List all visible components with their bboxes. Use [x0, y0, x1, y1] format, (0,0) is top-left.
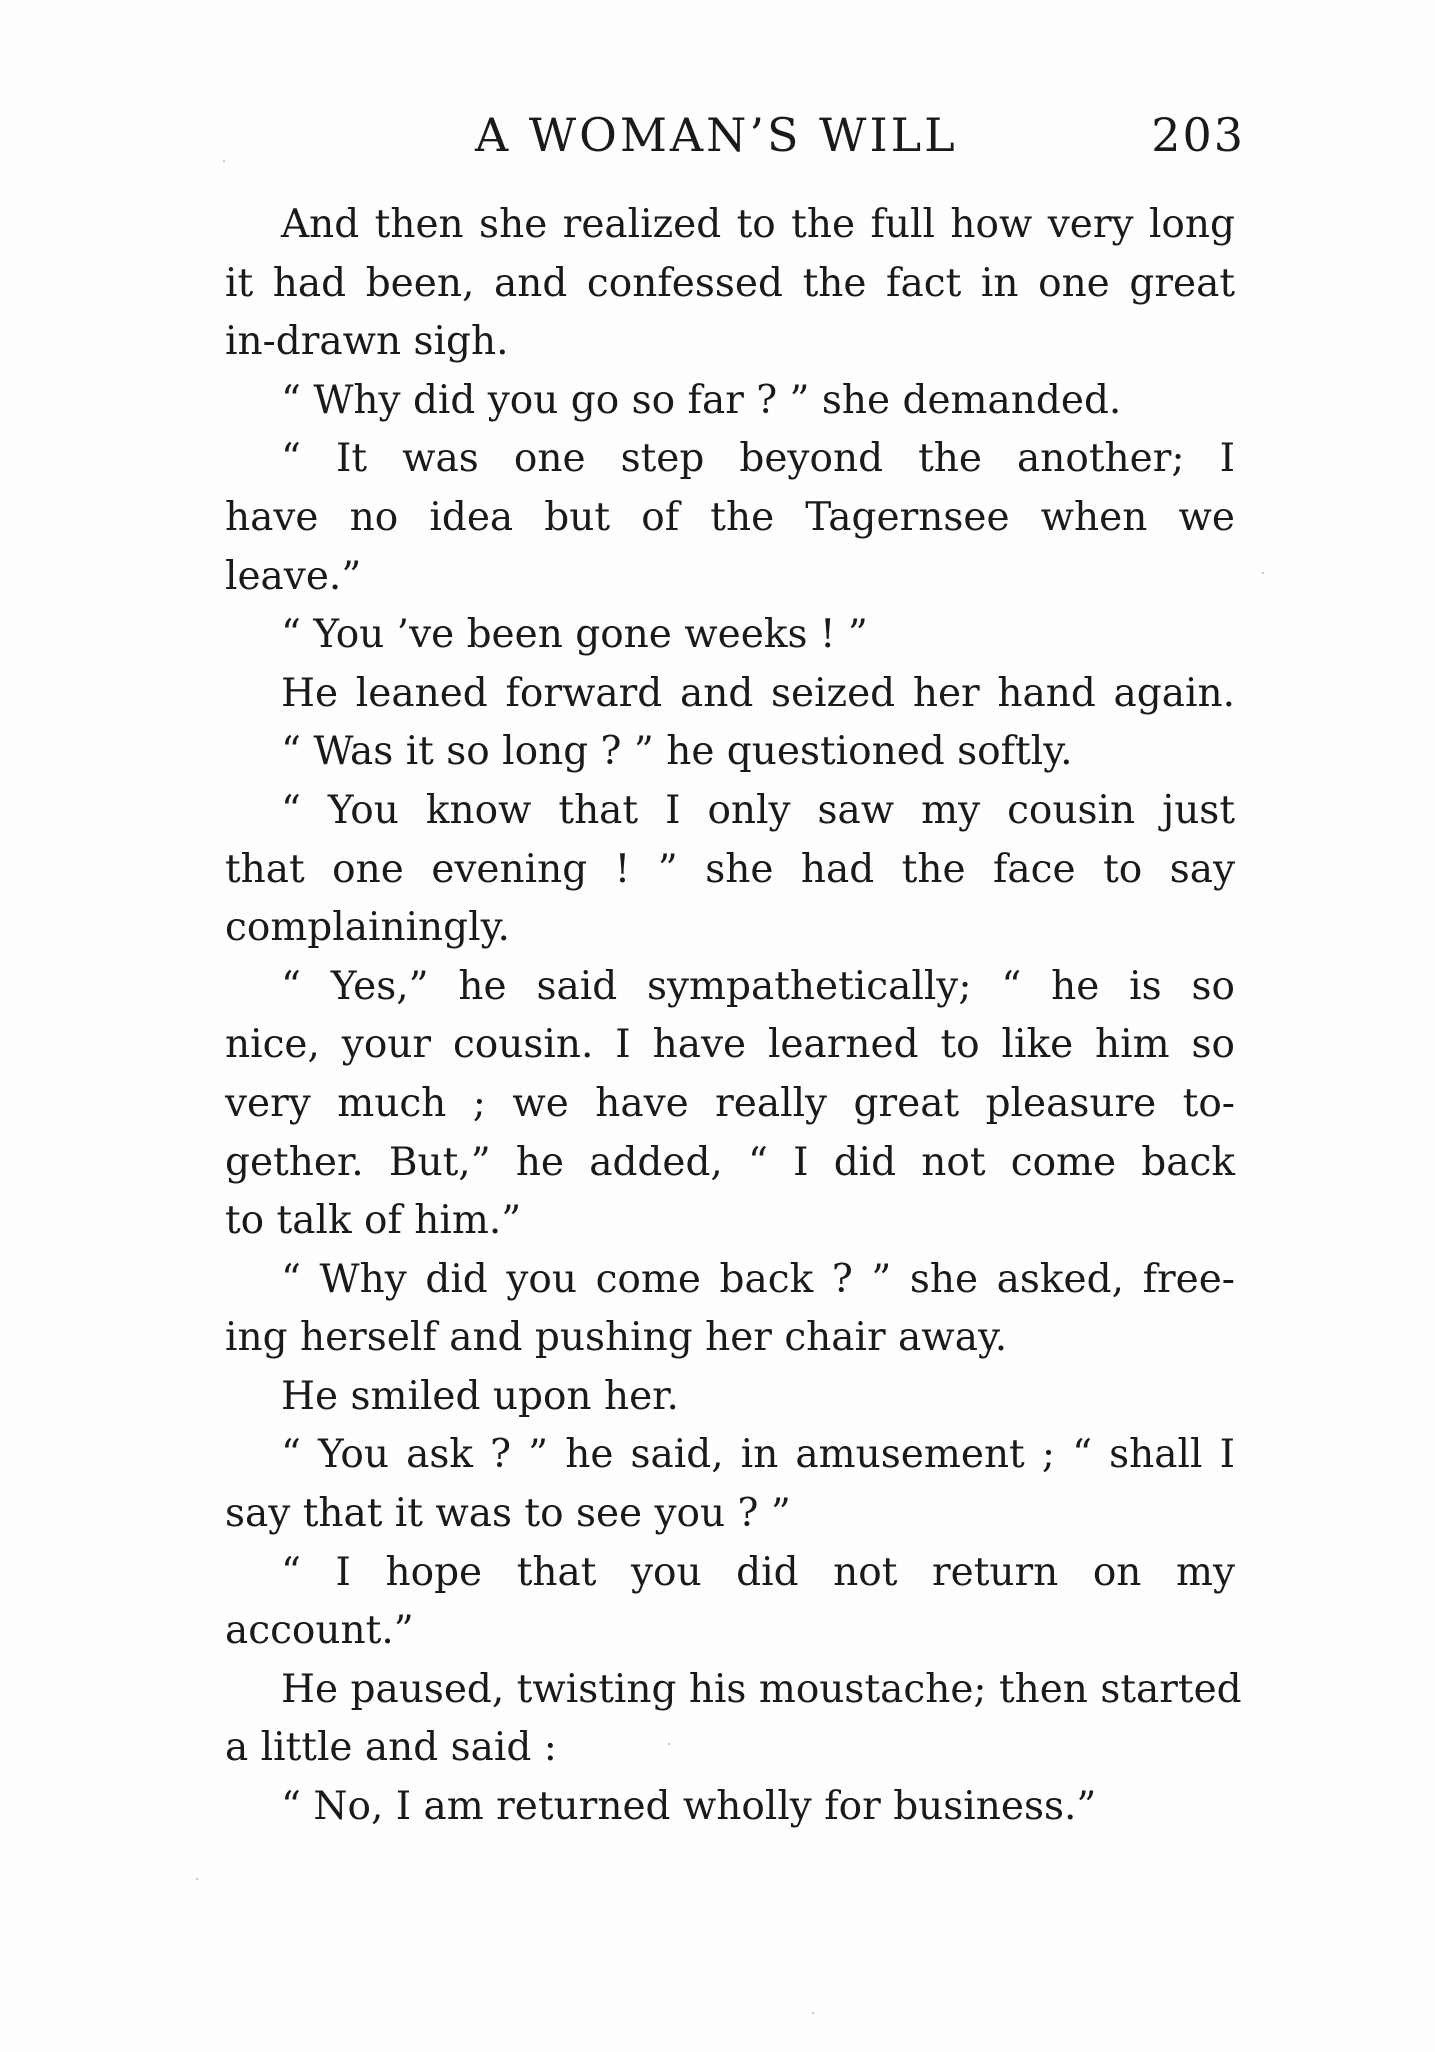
text-line: in-drawn sigh.	[225, 319, 509, 365]
paper-speck	[1262, 572, 1264, 574]
paper-speck	[668, 1743, 670, 1745]
text-line: that one evening ! ” she had the face to say	[225, 846, 1235, 892]
text-line: “ Why did you come back ? ” she asked, free-	[281, 1256, 1235, 1302]
text-line: ing herself and pushing her chair away.	[225, 1315, 1008, 1361]
text-line: say that it was to see you ? ”	[225, 1491, 791, 1537]
text-line: leave.”	[225, 553, 362, 599]
text-line: “ You ’ve been gone weeks ! ”	[281, 612, 868, 658]
paper-speck	[196, 1878, 198, 1880]
text-line: a little and said :	[225, 1725, 557, 1771]
page-header	[225, 108, 1245, 168]
text-line: “ It was one step beyond the another; I	[281, 436, 1235, 482]
body-text	[225, 196, 1242, 1837]
text-line: gether. But,” he added, “ I did not come back	[225, 1139, 1235, 1185]
text-line: “ Yes,” he said sympathetically; “ he is so	[281, 963, 1235, 1009]
text-line: And then she realized to the full how very long	[281, 202, 1235, 247]
text-line: very much ; we have really great pleasure to-	[225, 1080, 1235, 1126]
text-line: “ I hope that you did not return on my	[281, 1549, 1235, 1595]
text-line: account.”	[225, 1608, 414, 1654]
text-line: He smiled upon her.	[281, 1373, 679, 1419]
text-line: to talk of him.”	[225, 1198, 522, 1244]
page-number: 203	[1151, 108, 1245, 162]
text-line: “ Why did you go so far ? ” she demanded.	[281, 377, 1122, 423]
running-title: A WOMAN’S WILL	[475, 108, 958, 162]
paper-speck	[812, 2012, 814, 2014]
text-line: have no idea but of the Tagernsee when we	[225, 494, 1235, 540]
text-line: it had been, and confessed the fact in one great	[225, 260, 1235, 306]
text-line: “ You know that I only saw my cousin just	[281, 787, 1235, 833]
text-line: He leaned forward and seized her hand again.	[281, 670, 1235, 716]
text-line: nice, your cousin. I have learned to like him so	[225, 1022, 1235, 1068]
text-line: He paused, twisting his moustache; then started	[281, 1666, 1242, 1712]
text-line: “ Was it so long ? ” he questioned softly.	[281, 729, 1073, 775]
text-line: “ You ask ? ” he said, in amusement ; “ shall I	[281, 1432, 1235, 1478]
text-line: “ No, I am returned wholly for business.”	[281, 1784, 1097, 1830]
paper-speck	[223, 160, 225, 162]
text-line: complainingly.	[225, 905, 510, 951]
